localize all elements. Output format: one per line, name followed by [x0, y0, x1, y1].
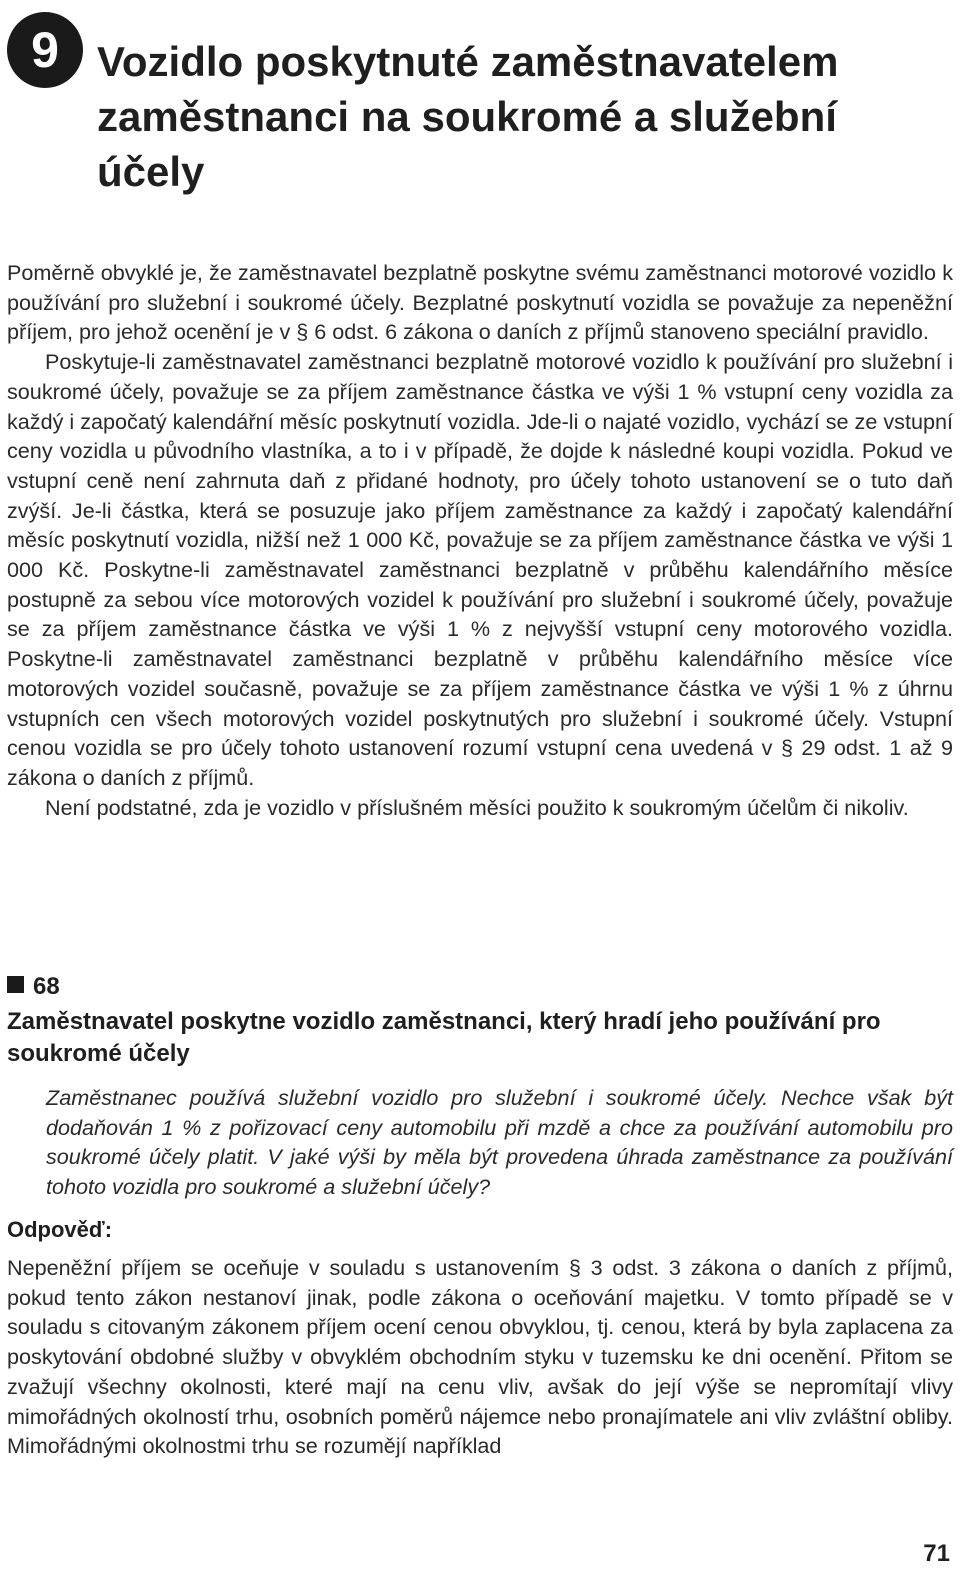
answer-label: Odpověď:: [7, 1217, 113, 1242]
intro-paragraph-3: Není podstatné, zda je vozidlo v příslušném měsíci použito k soukromým účelům či nikoliv.: [45, 794, 909, 820]
answer-text: [7, 1253, 953, 1461]
section-number-text: 68: [33, 973, 60, 1000]
chapter-number-badge: 9: [7, 12, 83, 88]
page-number: 71: [923, 1540, 950, 1567]
intro-text: [7, 258, 953, 822]
section-number: [7, 971, 60, 1003]
section-title: Zaměstnavatel poskytne vozidlo zaměstnanci, který hradí jeho používání pro soukromé účely: [7, 1008, 881, 1067]
intro-paragraph-1: Poměrně obvyklé je, že zaměstnavatel bezplatně poskytne svému zaměstnanci motorové vozidlo k používání pro služební i soukromé účely. Bezplatné poskytnutí vozidla se považuje za nepeněžní příjem, pro jehož ocenění je v § 6 odst. 6 zákona o daních z příjmů stanoveno speciální pravidlo.: [7, 260, 953, 345]
question-text: Zaměstnanec používá služební vozidlo pro služební i soukromé účely. Nechce však být dodaňován 1 % z pořizovací ceny automobilu při mzdě a chce za používání automobilu pro soukromé účely platit. V jaké výši by měla být provedena úhrada zaměstnance za používání tohoto vozidla pro soukromé a služební účely?: [46, 1085, 953, 1200]
intro-paragraph-2: Poskytuje-li zaměstnavatel zaměstnanci bezplatně motorové vozidlo k používání pro služební i soukromé účely, považuje se za příjem zaměstnance částka ve výši 1 % vstupní ceny vozidla za každý i započatý kalendářní měsíc poskytnutí vozidla. Jde-li o najaté vozidlo, vychází se ze vstupní ceny vozidla u původního vlastníka, a to i v případě, že dojde k následné koupi vozidla. Pokud ve vstupní ceně není zahrnuta daň z přidané hodnoty, pro účely tohoto ustanovení se o tuto daň zvýší. Je-li částka, která se posuzuje jako příjem zaměstnance za každý i započatý kalendářní měsíc poskytnutí vozidla, nižší než 1 000 Kč, považuje se za příjem zaměstnance částka ve výši 1 000 Kč. Poskytne-li zaměstnavatel zaměstnanci bezplatně v průběhu kalendářního měsíce postupně za sebou více motorových vozidel k používání pro služební i soukromé účely, považuje se za příjem zaměstnance částka ve výši 1 % z nejvyšší vstupní ceny motorového vozidla. Poskytne-li zaměstnavatel zaměstnanci bezplatně v průběhu kalendářního měsíce více motorových vozidel současně, považuje se za příjem zaměstnance částka ve výši 1 % z úhrnu vstupních cen všech motorových vozidel poskytnutých pro služební i soukromé účely. Vstupní cenou vozidla se pro účely tohoto ustanovení rozumí vstupní cena uvedená v § 29 odst. 1 až 9 zákona o daních z příjmů.: [7, 349, 953, 790]
chapter-title: Vozidlo poskytnuté zaměstnavatelem zaměstnanci na soukromé a služební účely: [97, 38, 839, 195]
answer-paragraph: Nepeněžní příjem se oceňuje v souladu s ustanovením § 3 odst. 3 zákona o daních z příjmů, pokud tento zákon nestanoví jinak, podle zákona o oceňování majetku. V tomto případě se v souladu s citovaným zákonem příjem ocení cenou obvyklou, tj. cenou, která by byla zaplacena za poskytování obdobné služby v obvyklém obchodním styku v tuzemsku ke dni ocenění. Přitom se zvažují všechny okolnosti, které mají na cenu vliv, avšak do její výše se nepromítají vlivy mimořádných okolností trhu, osobních poměrů nájemce nebo pronajímatele ani vliv zvláštní obliby. Mimořádnými okolnostmi trhu se rozumějí například: [7, 1255, 953, 1459]
square-bullet-icon: [7, 976, 24, 993]
